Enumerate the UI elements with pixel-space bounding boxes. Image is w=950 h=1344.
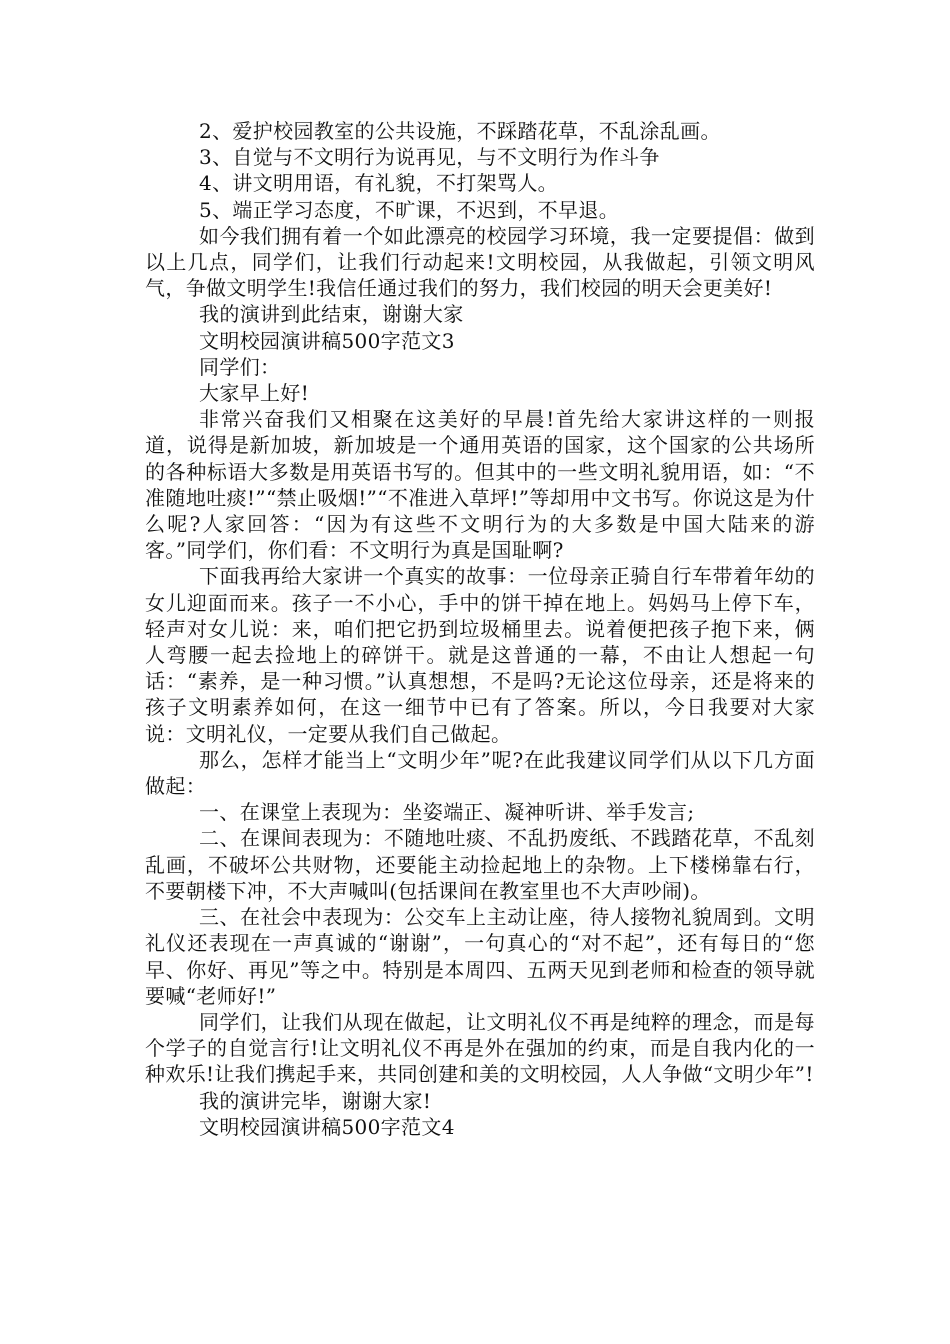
paragraph-6: 我的演讲到此结束，谢谢大家 [199, 302, 464, 327]
list-item-classroom: 一、在课堂上表现为：坐姿端正、凝神听讲、举手发言; [199, 800, 695, 825]
section-heading-4: 文明校园演讲稿500字范文4 [199, 1114, 455, 1139]
paragraph-2: 3、自觉与不文明行为说再见，与不文明行为作斗争 [199, 145, 660, 170]
paragraph-call-to-action: 同学们，让我们从现在做起，让文明礼仪不再是纯粹的理念，而是每个学子的自觉言行!让文明礼仪不再是外在强加的约束，而是自我内化的一种欢乐!让我们携起手来，共同创建和美的文明校园，人人争做“文明少年”! [145, 1009, 815, 1087]
list-item-break: 二、在课间表现为：不随地吐痰、不乱扔废纸、不践踏花草，不乱刻乱画，不破坏公共财物，还要能主动捡起地上的杂物。上下楼梯靠右行，不要朝楼下冲，不大声喊叫(包括课间在教室里也不大声吵闹)。 [145, 826, 815, 903]
paragraph-5: 如今我们拥有着一个如此漂亮的校园学习环境，我一定要提倡：做到以上几点，同学们，让我们行动起来!文明校园，从我做起，引领文明风气，争做文明学生!我信任通过我们的努力，我们校园的明天会更美好! [145, 223, 815, 301]
paragraph-3: 4、讲文明用语，有礼貌，不打架骂人。 [199, 171, 559, 196]
document-body [145, 118, 815, 1140]
section-heading-3: 文明校园演讲稿500字范文3 [199, 328, 455, 353]
paragraph-1: 2、爱护校园教室的公共设施，不踩踏花草，不乱涂乱画。 [199, 119, 721, 143]
greeting-morning: 大家早上好! [199, 381, 310, 406]
list-item-society: 三、在社会中表现为：公交车上主动让座，待人接物礼貌周到。文明礼仪还表现在一声真诚的“谢谢”，一句真心的“对不起”，还有每日的“您早、你好、再见”等之中。特别是本周四、五两天见到老师和检查的领导就要喊“老师好!” [145, 905, 815, 1008]
paragraph-mother-story: 下面我再给大家讲一个真实的故事：一位母亲正骑自行车带着年幼的女儿迎面而来。孩子一不小心，手中的饼干掉在地上。妈妈马上停下车，轻声对女儿说：来，咱们把它扔到垃圾桶里去。说着便把孩子抱下来，俩人弯腰一起去捡地上的碎饼干。就是这普通的一幕，不由让人想起一句话：“素养，是一种习惯。”认真想想，不是吗?无论这位母亲，还是将来的孩子文明素养如何，在这一细节中已有了答案。所以，今日我要对大家说：文明礼仪，一定要从我们自己做起。 [145, 564, 815, 746]
greeting-students: 同学们： [199, 354, 281, 379]
paragraph-how-to: 那么，怎样才能当上“文明少年”呢?在此我建议同学们从以下几方面做起： [145, 747, 815, 799]
paragraph-4: 5、端正学习态度，不旷课，不迟到，不早退。 [199, 197, 620, 222]
paragraph-closing: 我的演讲完毕，谢谢大家! [199, 1088, 432, 1113]
paragraph-singapore-story: 非常兴奋我们又相聚在这美好的早晨!首先给大家讲这样的一则报道，说得是新加坡，新加坡是一个通用英语的国家，这个国家的公共场所的各种标语大多数是用英语书写的。但其中的一些文明礼貌用语，如：“不准随地吐痰!”“禁止吸烟!”“不准进入草坪!”等却用中文书写。你说这是为什么呢?人家回答：“因为有这些不文明行为的大多数是中国大陆来的游客。”同学们，你们看：不文明行为真是国耻啊? [145, 407, 815, 563]
